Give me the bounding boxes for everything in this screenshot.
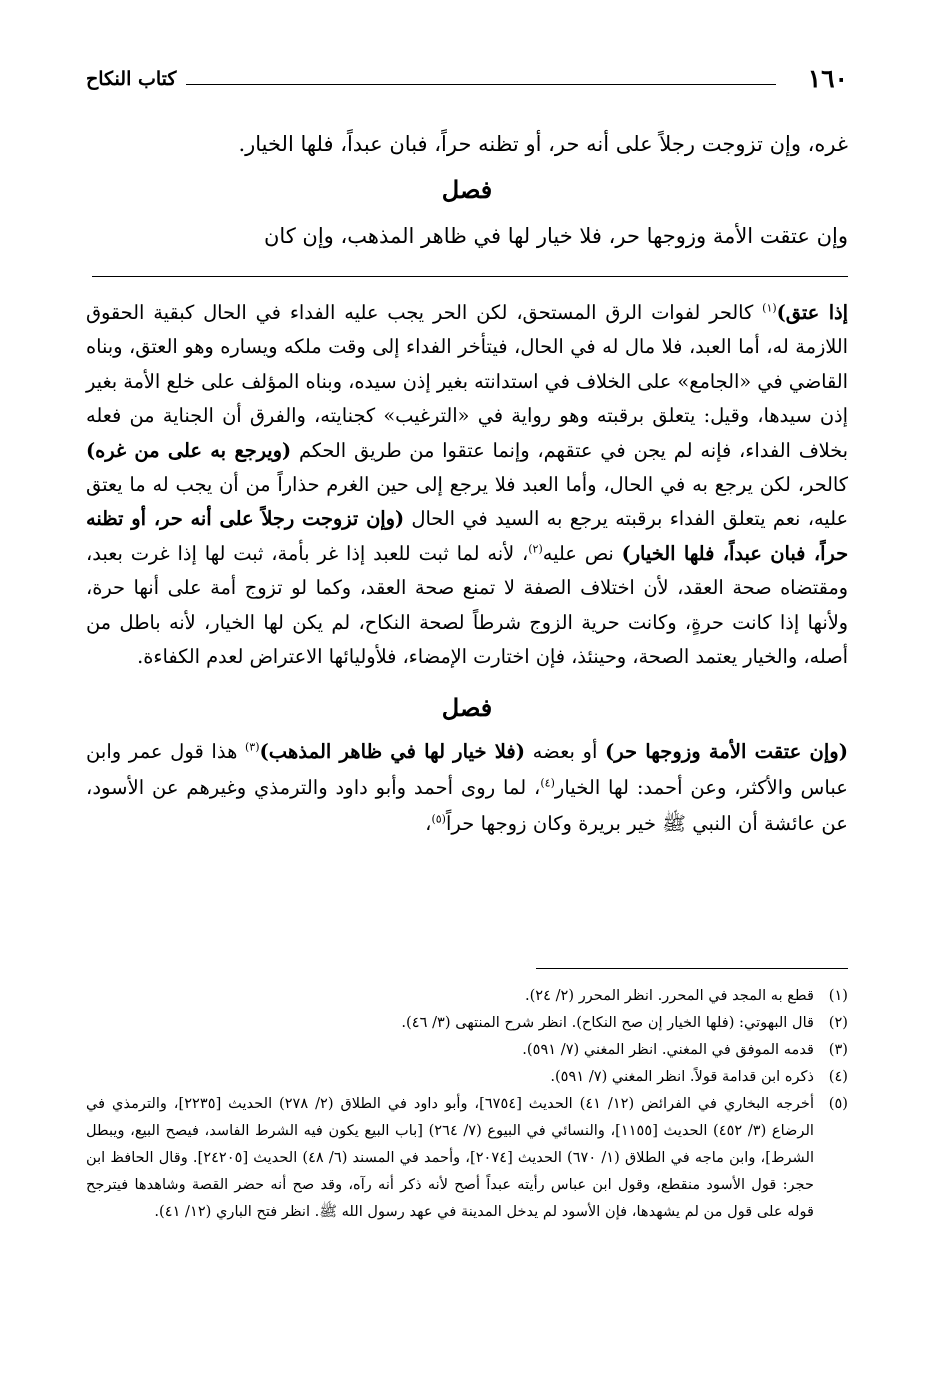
footnote-text: أخرجه البخاري في الفرائض (١٢/ ٤١) الحديث [٦٧٥٤]، وأبو داود في الطلاق (٢/ ٢٧٨) الحديث [٢٢٣٥]، والترمذي في الرضاع (٣/ ٤٥٢) الحديث [١١٥٥]، والنسائي في البيوع (٧/ ٢٦٤) [باب البيع يكون فيه الشرط الفاسد، فيصح البيع، ويبطل الشرط]، وابن ماجه في الطلاق (١/ ٦٧٠) الحديث [٢٠٧٤]، وأحمد في المسند (٦/ ٤٨) الحديث [٢٤٢٠٥]. وقال الحافظ ابن حجر: قول الأسود منقطع، وقول ابن عباس رأيته عبداً أصح لأنه ذكر أنه رآه، وقد صح أنه حضر القصة وشاهدها فيترجح قوله على قول من لم يشهدها، فإن الأسود لم يدخل المدينة في عهد رسول الله ﷺ. انظر فتح الباري (١٢/ ٤١). [86, 1095, 815, 1220]
footnote-text: قطع به المجد في المحرر. انظر المحرر (٢/ ٢٤). [524, 987, 814, 1004]
section-heading: فصل [441, 175, 493, 204]
commentary-text: ، [425, 812, 432, 836]
commentary-text: ، لما روى أحمد وأبو داود والترمذي وغيرهم عن الأسود، عن عائشة أن النبي ﷺ خير بريرة وكان زوجها حراً [86, 776, 848, 836]
footnote [86, 982, 848, 1009]
footnote [86, 1090, 848, 1225]
bold-quote: (ويرجع به على من غره) [86, 438, 292, 462]
main-text-line-1: غره، وإن تزوجت رجلاً على أنه حر، أو تظنه حراً، فبان عبداً، فلها الخيار. [238, 132, 848, 156]
book-title: كتاب النكاح [86, 68, 177, 90]
footnote-number: (٥) [828, 1095, 848, 1112]
commentary-text: نص عليه [542, 541, 622, 565]
bold-quote: (وإن عتقت الأمة وزوجها حر) [604, 740, 849, 764]
footnote [86, 1009, 848, 1036]
footnote-text: قال البهوتي: (فلها الخيار إن صح النكاح). انظر شرح المنتهى (٣/ ٤٦). [401, 1014, 814, 1031]
page-number: ١٦٠ [807, 64, 848, 93]
running-header [86, 62, 848, 98]
main-text-line-2: وإن عتقت الأمة وزوجها حر، فلا خيار لها في ظاهر المذهب، وإن كان [263, 224, 848, 248]
bold-quote: (وإن تزوجت رجلاً على أنه حر، أو تظنه حراً، فبان عبداً، فلها الخيار) [86, 507, 848, 565]
footnote-text: ذكره ابن قدامة قولاً. انظر المغني (٧/ ٥٩١). [550, 1068, 814, 1085]
commentary-text: كالحر لفوات الرق المستحق، لكن الحر يجب عليه الفداء في الحال كبقية الحقوق اللازمة له، أما العبد، فلا مال له في الحال، فيتأخر الفداء إلى وقت ملكه ويساره وهو العتق، وبناه القاضي في «الجامع» على الخلاف في استدانته بغير إذن سيده، وبناه المؤلف على خلع الأمة بغير إذن سيدها، وقيل: يتعلق برقبته وهو رواية في «الترغيب» كجنايته، والفرق أن الجناية من فعله بخلاف الفداء، فإنه لم يجن في عتقهم، وإنما عتقوا من طريق الحكم [86, 301, 848, 462]
footnotes [86, 982, 848, 1225]
footnote [86, 1063, 848, 1090]
commentary [86, 296, 848, 842]
commentary-paragraph-1 [86, 296, 848, 674]
footnote-text: قدمه الموفق في المغني. انظر المغني (٧/ ٥٩١). [522, 1041, 814, 1058]
footnote-number: (٣) [828, 1041, 848, 1058]
bold-quote: (فلا خيار لها في ظاهر المذهب) [259, 740, 526, 764]
commentary-text: ، لأنه لما ثبت للعبد إذا غر بأمة، ثبت لها إذا غرت بعبد، ومقتضاه صحة العقد، لأن اختلاف الصفة لا تمنع صحة العقد، وكما لو تزوج أمة على أنها حرة، ولأنها إذا كانت حرةٍ، وكانت حرية الزوج شرطاً لصحة النكاح، لم يكن لها الخيار، لأنه باطل من أصله، والخيار يعتمد الصحة، وحينئذ، فإن اختارت الإمضاء، فلأوليائها الاعتراض لعدم الكفاءة. [86, 541, 848, 669]
footnote-number: (٤) [828, 1068, 848, 1085]
bold-quote: إذا عتق) [776, 301, 848, 324]
footnote-ref-1: (١) [762, 301, 777, 315]
commentary-text: كالحر، لكن يرجع به في الحال، وأما العبد فلا يرجع إلى حين الغرم حذاراً من أن يجب له ما يعتق عليه، نعم يتعلق الفداء برقبته يرجع به السيد في الحال [86, 473, 848, 531]
footnote-ref-3: (٣) [244, 740, 260, 754]
footnote [86, 1036, 848, 1063]
section-heading: فصل [441, 693, 493, 723]
header-rule [186, 84, 776, 85]
commentary-paragraph-2 [86, 734, 848, 842]
footnote-number: (١) [828, 987, 848, 1004]
footnote-ref-2: (٢) [528, 542, 543, 556]
main-text [86, 124, 848, 256]
footnote-rule [536, 968, 848, 969]
footnote-ref-5: (٥) [431, 812, 446, 826]
footnote-ref-4: (٤) [540, 776, 555, 790]
text-divider [92, 276, 848, 277]
commentary-text: أو بعضه [525, 740, 605, 764]
footnote-number: (٢) [828, 1014, 848, 1031]
commentary-text: هذا قول عمر وابن عباس والأكثر، وعن أحمد: لها الخيار [86, 740, 848, 800]
